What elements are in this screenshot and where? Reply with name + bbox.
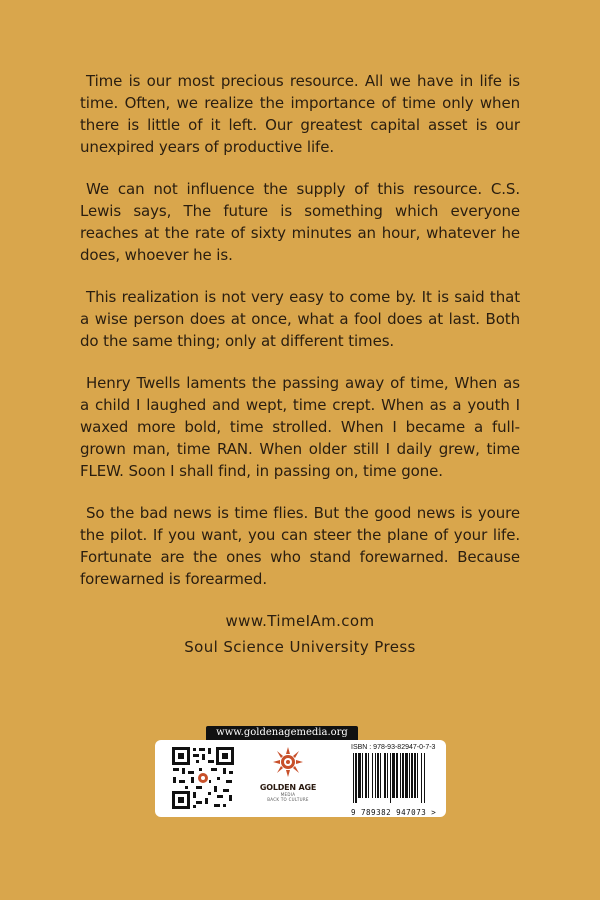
isbn-label: ISBN : 978-93-82947-0-7-3 (351, 744, 436, 751)
publisher-url-tab[interactable]: www.goldenagemedia.org (206, 726, 358, 740)
barcode-panel (155, 740, 446, 817)
paragraph-1: Time is our most precious resource. All we have in life is time. Often, we realize the importance of time only when there is little of it left. Our greatest capital asset is our unexpired years of productive life. (80, 72, 520, 156)
back-cover-text (80, 70, 520, 610)
logo-tagline: BACK TO CULTURE (267, 797, 309, 802)
paragraph-3: This realization is not very easy to come by. It is said that a wise person does at once, what a fool does at last. Both do the same thing; only at different times. (80, 288, 520, 350)
publisher-name: Soul Science University Press (184, 638, 416, 656)
paragraph-4: Henry Twells laments the passing away of time, When as a child I laughed and wept, time crept. When as a youth I waxed more bold, time strolled. When I became a full-grown man, time RAN. When older still I daily grew, time FLEW. Soon I shall find, in passing on, time gone. (80, 374, 520, 480)
golden-age-media-logo (259, 746, 317, 812)
logo-subtext: MEDIA (280, 792, 296, 797)
isbn-block (351, 744, 441, 817)
logo-wordmark: GOLDEN AGE (259, 783, 317, 792)
paragraph-2: We can not influence the supply of this resource. C.S. Lewis says, The future is something which everyone reaches at the rate of sixty minutes an hour, whatever he does, whoever he is. (80, 180, 520, 264)
barcode-icon (351, 753, 439, 803)
paragraph-5: So the bad news is time flies. But the good news is youre the pilot. If you want, you can steer the plane of your life. Fortunate are the ones who stand forewarned. Because forewarned is forearmed. (80, 504, 520, 588)
sun-emblem-icon (272, 746, 304, 782)
qr-code-icon[interactable] (170, 745, 236, 811)
website-link[interactable]: www.TimeIAm.com (225, 612, 375, 630)
barcode-number: 9 789382 947073 > (351, 808, 437, 817)
